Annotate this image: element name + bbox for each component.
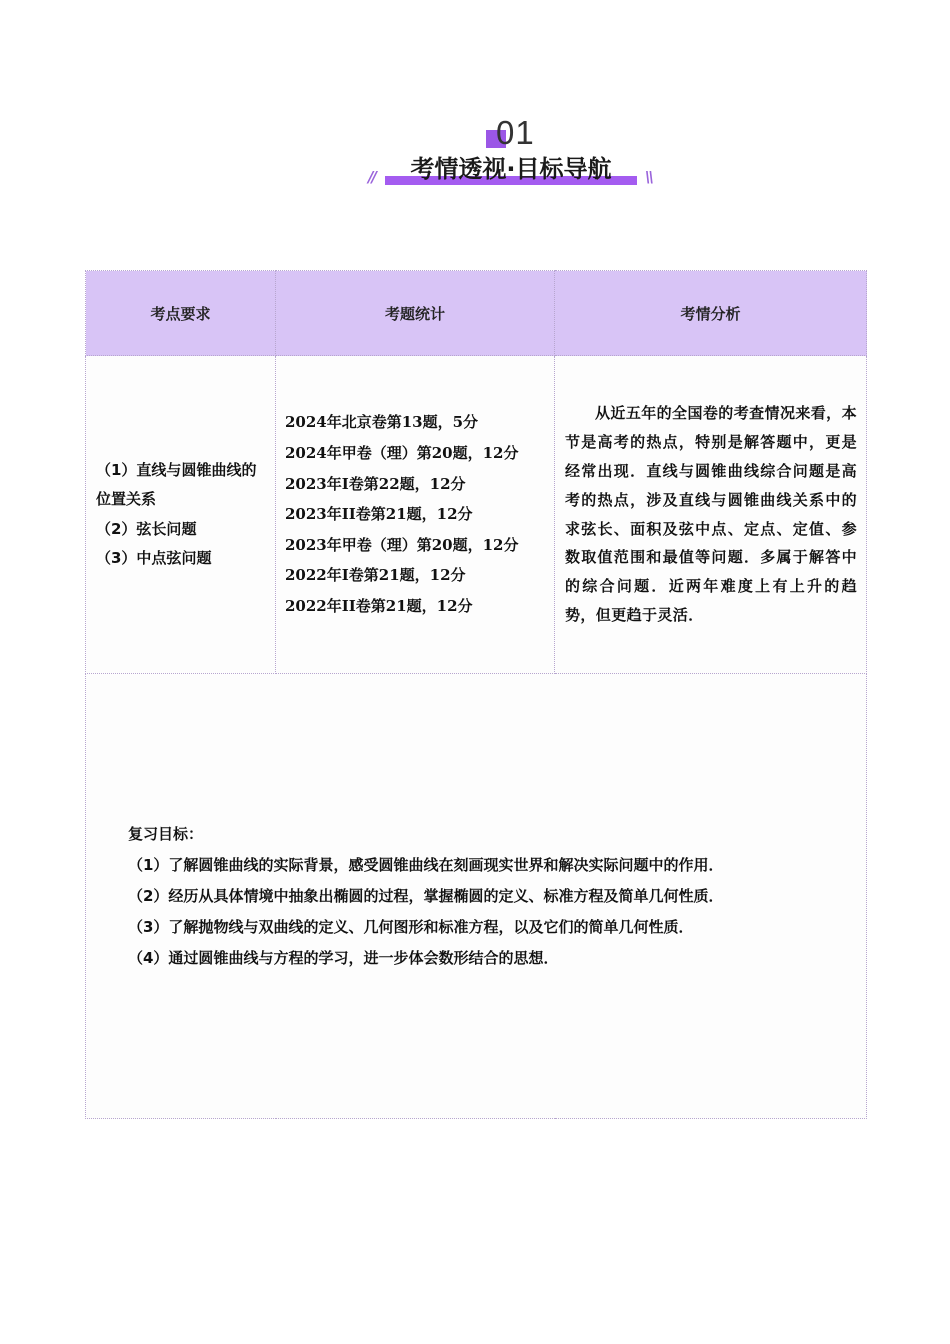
table-header-row <box>86 271 867 356</box>
requirement-item: （3）中点弦问题 <box>96 549 212 567</box>
goal-item: （3）了解抛物线与双曲线的定义、几何图形和标准方程，以及它们的简单几何性质． <box>128 917 694 936</box>
requirements-cell <box>86 356 276 674</box>
table-body-row <box>86 356 867 674</box>
analysis-cell <box>555 356 867 674</box>
requirement-item: （1）直线与圆锥曲线的位置关系 <box>96 460 257 508</box>
stat-item: 2022年II卷第21题，12分 <box>285 596 473 615</box>
page-title: 考情透视·目标导航 <box>410 155 612 183</box>
stat-item: 2023年II卷第21题，12分 <box>285 505 473 524</box>
header-analysis: 考情分析 <box>555 271 867 356</box>
stat-item: 2022年I卷第21题，12分 <box>285 566 466 585</box>
right-slash-decoration: \\ <box>645 168 652 186</box>
section-number-text: 01 <box>496 114 535 151</box>
analysis-text: 从近五年的全国卷的考查情况来看，本节是高考的热点，特别是解答题中，更是经常出现．直线与圆锥曲线综合问题是高考的热点，涉及直线与圆锥曲线关系中的求弦长、面积及弦中点、定点、定值、参数取值范围和最值等问题．多属于解答中的综合问题．近两年难度上有上升的趋势，但更趋于灵活． <box>565 404 857 624</box>
section-title-block <box>0 110 950 200</box>
section-number <box>486 116 546 150</box>
goal-item: （1）了解圆锥曲线的实际背景，感受圆锥曲线在刻画现实世界和解决实际问题中的作用． <box>128 855 724 874</box>
requirement-item: （2）弦长问题 <box>96 519 197 538</box>
stat-item: 2023年I卷第22题，12分 <box>285 474 466 493</box>
goals-row <box>86 674 867 1119</box>
header-requirements: 考点要求 <box>86 271 276 356</box>
statistics-cell <box>276 356 555 674</box>
review-goals-cell <box>86 674 867 1119</box>
goal-item: （4）通过圆锥曲线与方程的学习，进一步体会数形结合的思想． <box>128 948 559 967</box>
exam-analysis-table <box>85 270 867 1119</box>
stat-item: 2024年北京卷第13题，5分 <box>285 413 479 432</box>
goal-item: （2）经历从具体情境中抽象出椭圆的过程，掌握椭圆的定义、标准方程及简单几何性质． <box>128 886 724 905</box>
goals-title: 复习目标： <box>128 824 204 843</box>
header-statistics: 考题统计 <box>276 271 555 356</box>
stat-item: 2024年甲卷（理）第20题，12分 <box>285 444 519 463</box>
stat-item: 2023年甲卷（理）第20题，12分 <box>285 535 519 554</box>
left-slash-decoration: // <box>368 168 375 186</box>
